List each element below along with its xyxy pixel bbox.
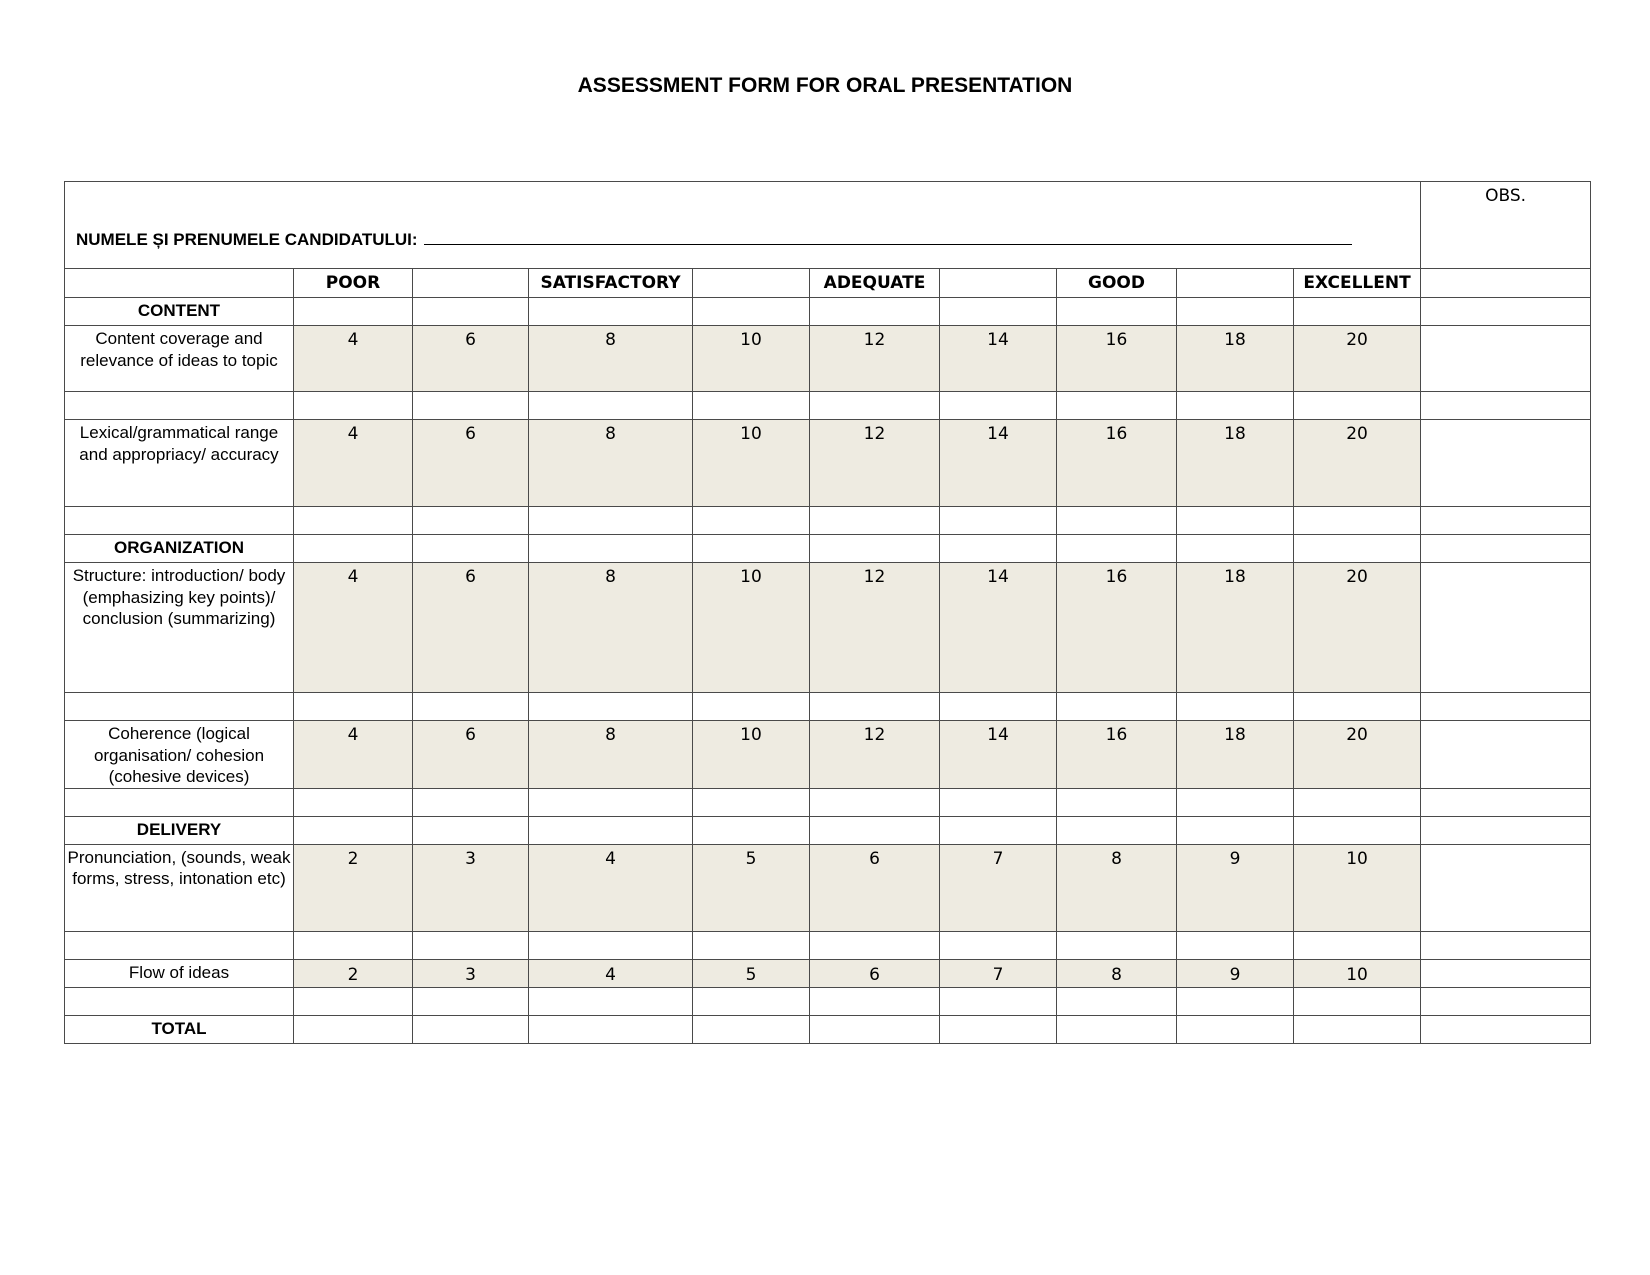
empty-cell[interactable] (810, 931, 940, 959)
empty-cell[interactable] (693, 507, 810, 535)
score-cell[interactable]: 10 (693, 420, 810, 507)
score-cell[interactable]: 8 (1057, 844, 1177, 931)
empty-cell[interactable] (413, 298, 529, 326)
score-cell[interactable]: 20 (1294, 326, 1421, 392)
score-cell[interactable]: 12 (810, 563, 940, 693)
empty-cell[interactable] (693, 298, 810, 326)
empty-cell[interactable] (940, 392, 1057, 420)
score-cell[interactable]: 9 (1177, 844, 1294, 931)
score-cell[interactable]: 4 (294, 420, 413, 507)
level-header (413, 269, 529, 298)
score-cell[interactable]: 6 (413, 721, 529, 789)
empty-cell[interactable] (1177, 788, 1294, 816)
empty-cell[interactable] (413, 392, 529, 420)
section-row (65, 535, 1591, 563)
criterion-label: Lexical/grammatical range and appropriacy/ accuracy (65, 420, 294, 507)
empty-cell[interactable] (693, 535, 810, 563)
section-heading-delivery: DELIVERY (65, 816, 294, 844)
score-cell[interactable]: 8 (529, 721, 693, 789)
empty-cell[interactable] (529, 1015, 693, 1043)
empty-cell[interactable] (810, 298, 940, 326)
empty-cell[interactable] (810, 535, 940, 563)
empty-cell[interactable] (940, 693, 1057, 721)
obs-cell[interactable] (1421, 420, 1591, 507)
score-cell[interactable]: 5 (693, 959, 810, 987)
score-cell[interactable]: 16 (1057, 563, 1177, 693)
score-cell[interactable]: 8 (529, 563, 693, 693)
empty-cell (1421, 269, 1591, 298)
criterion-row (65, 721, 1591, 789)
score-cell[interactable]: 2 (294, 844, 413, 931)
section-heading-content: CONTENT (65, 298, 294, 326)
empty-cell[interactable] (413, 931, 529, 959)
section-row (65, 1015, 1591, 1043)
criterion-row (65, 563, 1591, 693)
score-cell[interactable]: 16 (1057, 721, 1177, 789)
score-cell[interactable]: 10 (1294, 844, 1421, 931)
empty-cell[interactable] (529, 788, 693, 816)
empty-cell[interactable] (1057, 931, 1177, 959)
criterion-label: Pronunciation, (sounds, weak forms, stress, intonation etc) (65, 844, 294, 931)
empty-cell[interactable] (294, 535, 413, 563)
empty-cell[interactable] (1177, 1015, 1294, 1043)
assessment-table (64, 181, 1591, 1044)
obs-header: OBS. (1421, 182, 1591, 269)
empty-cell[interactable] (294, 507, 413, 535)
score-cell[interactable]: 14 (940, 420, 1057, 507)
empty-cell[interactable] (1177, 931, 1294, 959)
page-title: ASSESSMENT FORM FOR ORAL PRESENTATION (577, 74, 1073, 97)
empty-cell[interactable] (294, 392, 413, 420)
level-header: ADEQUATE (810, 269, 940, 298)
score-cell[interactable]: 20 (1294, 721, 1421, 789)
section-row (65, 298, 1591, 326)
level-header (1177, 269, 1294, 298)
score-cell[interactable]: 12 (810, 420, 940, 507)
score-cell[interactable]: 14 (940, 563, 1057, 693)
score-cell[interactable]: 10 (693, 326, 810, 392)
score-cell[interactable]: 3 (413, 959, 529, 987)
level-header: POOR (294, 269, 413, 298)
empty-cell[interactable] (940, 788, 1057, 816)
empty-cell[interactable] (413, 535, 529, 563)
criterion-row (65, 844, 1591, 931)
empty-cell[interactable] (940, 507, 1057, 535)
empty-cell[interactable] (1177, 392, 1294, 420)
score-cell[interactable]: 6 (413, 326, 529, 392)
score-cell[interactable]: 18 (1177, 420, 1294, 507)
empty-cell[interactable] (1294, 788, 1421, 816)
empty-cell[interactable] (693, 1015, 810, 1043)
score-cell[interactable]: 4 (529, 959, 693, 987)
empty-cell[interactable] (693, 987, 810, 1015)
empty-cell[interactable] (810, 816, 940, 844)
empty-cell[interactable] (529, 298, 693, 326)
score-cell[interactable]: 10 (1294, 959, 1421, 987)
empty-cell[interactable] (693, 788, 810, 816)
score-cell[interactable]: 18 (1177, 563, 1294, 693)
level-header (940, 269, 1057, 298)
empty-cell[interactable] (1057, 298, 1177, 326)
empty-cell[interactable] (65, 931, 294, 959)
score-cell[interactable]: 20 (1294, 420, 1421, 507)
empty-cell[interactable] (1294, 298, 1421, 326)
obs-cell[interactable] (1421, 959, 1591, 987)
level-header: SATISFACTORY (529, 269, 693, 298)
empty-cell[interactable] (1057, 535, 1177, 563)
empty-cell[interactable] (1421, 788, 1591, 816)
empty-cell[interactable] (413, 816, 529, 844)
score-cell[interactable]: 16 (1057, 326, 1177, 392)
score-cell[interactable]: 5 (693, 844, 810, 931)
score-cell[interactable]: 7 (940, 959, 1057, 987)
section-heading-organization: ORGANIZATION (65, 535, 294, 563)
empty-cell[interactable] (413, 1015, 529, 1043)
empty-cell[interactable] (1421, 298, 1591, 326)
score-cell[interactable]: 4 (294, 721, 413, 789)
empty-cell[interactable] (940, 298, 1057, 326)
empty-cell[interactable] (294, 788, 413, 816)
criterion-row (65, 420, 1591, 507)
score-cell[interactable]: 6 (413, 563, 529, 693)
score-cell[interactable]: 8 (529, 326, 693, 392)
empty-cell[interactable] (1057, 788, 1177, 816)
empty-cell[interactable] (1421, 931, 1591, 959)
empty-cell[interactable] (940, 816, 1057, 844)
score-cell[interactable]: 16 (1057, 420, 1177, 507)
spacer-row (65, 693, 1591, 721)
level-header (693, 269, 810, 298)
empty-cell[interactable] (1421, 535, 1591, 563)
score-cell[interactable]: 4 (294, 326, 413, 392)
empty-cell[interactable] (810, 693, 940, 721)
empty-cell[interactable] (529, 816, 693, 844)
empty-cell[interactable] (1057, 816, 1177, 844)
empty-cell[interactable] (529, 392, 693, 420)
empty-cell (65, 269, 294, 298)
level-header: EXCELLENT (1294, 269, 1421, 298)
empty-cell[interactable] (1177, 535, 1294, 563)
empty-cell[interactable] (1057, 507, 1177, 535)
empty-cell[interactable] (1294, 987, 1421, 1015)
score-cell[interactable]: 2 (294, 959, 413, 987)
empty-cell[interactable] (1421, 987, 1591, 1015)
empty-cell[interactable] (413, 507, 529, 535)
score-cell[interactable]: 10 (693, 721, 810, 789)
criterion-label: Content coverage and relevance of ideas to topic (65, 326, 294, 392)
score-cell[interactable]: 10 (693, 563, 810, 693)
empty-cell[interactable] (1177, 816, 1294, 844)
score-cell[interactable]: 6 (810, 844, 940, 931)
score-cell[interactable]: 4 (529, 844, 693, 931)
empty-cell[interactable] (294, 931, 413, 959)
empty-cell[interactable] (940, 931, 1057, 959)
empty-cell[interactable] (1177, 987, 1294, 1015)
empty-cell[interactable] (1421, 392, 1591, 420)
level-header: GOOD (1057, 269, 1177, 298)
empty-cell[interactable] (529, 931, 693, 959)
empty-cell[interactable] (294, 1015, 413, 1043)
empty-cell[interactable] (810, 1015, 940, 1043)
score-cell[interactable]: 18 (1177, 721, 1294, 789)
empty-cell[interactable] (65, 987, 294, 1015)
empty-cell[interactable] (294, 693, 413, 721)
empty-cell[interactable] (940, 987, 1057, 1015)
empty-cell[interactable] (529, 693, 693, 721)
empty-cell[interactable] (294, 298, 413, 326)
empty-cell[interactable] (1421, 816, 1591, 844)
score-cell[interactable]: 3 (413, 844, 529, 931)
empty-cell[interactable] (693, 693, 810, 721)
score-cell[interactable]: 6 (810, 959, 940, 987)
score-cell[interactable]: 12 (810, 721, 940, 789)
empty-cell[interactable] (1421, 693, 1591, 721)
empty-cell[interactable] (1294, 535, 1421, 563)
score-cell[interactable]: 4 (294, 563, 413, 693)
empty-cell[interactable] (1294, 1015, 1421, 1043)
criterion-row (65, 959, 1591, 987)
empty-cell[interactable] (810, 507, 940, 535)
section-heading-total: TOTAL (65, 1015, 294, 1043)
empty-cell[interactable] (1294, 693, 1421, 721)
empty-cell[interactable] (1177, 693, 1294, 721)
obs-cell[interactable] (1421, 721, 1591, 789)
empty-cell[interactable] (65, 392, 294, 420)
empty-cell[interactable] (1294, 392, 1421, 420)
empty-cell[interactable] (810, 392, 940, 420)
empty-cell[interactable] (413, 987, 529, 1015)
candidate-name-line[interactable] (424, 226, 1352, 245)
empty-cell[interactable] (1057, 1015, 1177, 1043)
empty-cell[interactable] (940, 1015, 1057, 1043)
empty-cell[interactable] (1177, 298, 1294, 326)
empty-cell[interactable] (529, 535, 693, 563)
criterion-label: Coherence (logical organisation/ cohesion (cohesive devices) (65, 721, 294, 789)
score-cell[interactable]: 8 (529, 420, 693, 507)
empty-cell[interactable] (413, 788, 529, 816)
empty-cell[interactable] (65, 507, 294, 535)
candidate-name-cell[interactable] (65, 182, 1421, 269)
empty-cell[interactable] (1421, 507, 1591, 535)
empty-cell[interactable] (413, 693, 529, 721)
empty-cell[interactable] (65, 693, 294, 721)
empty-cell[interactable] (65, 788, 294, 816)
score-cell[interactable]: 18 (1177, 326, 1294, 392)
empty-cell[interactable] (529, 987, 693, 1015)
empty-cell[interactable] (1294, 931, 1421, 959)
score-cell[interactable]: 14 (940, 326, 1057, 392)
spacer-row (65, 788, 1591, 816)
table-body (65, 182, 1591, 1044)
section-row (65, 816, 1591, 844)
level-header-row (65, 269, 1591, 298)
score-cell[interactable]: 8 (1057, 959, 1177, 987)
empty-cell[interactable] (529, 507, 693, 535)
score-cell[interactable]: 12 (810, 326, 940, 392)
spacer-row (65, 507, 1591, 535)
criterion-label: Structure: introduction/ body (emphasizing key points)/ conclusion (summarizing) (65, 563, 294, 693)
empty-cell[interactable] (810, 987, 940, 1015)
score-cell[interactable]: 6 (413, 420, 529, 507)
empty-cell[interactable] (693, 816, 810, 844)
candidate-name-row (65, 182, 1591, 269)
empty-cell[interactable] (1421, 1015, 1591, 1043)
score-cell[interactable]: 9 (1177, 959, 1294, 987)
spacer-row (65, 987, 1591, 1015)
empty-cell[interactable] (693, 931, 810, 959)
empty-cell[interactable] (1177, 507, 1294, 535)
empty-cell[interactable] (294, 987, 413, 1015)
empty-cell[interactable] (1057, 392, 1177, 420)
spacer-row (65, 392, 1591, 420)
empty-cell[interactable] (1057, 693, 1177, 721)
criterion-label: Flow of ideas (65, 959, 294, 987)
obs-cell[interactable] (1421, 326, 1591, 392)
spacer-row (65, 931, 1591, 959)
score-cell[interactable]: 7 (940, 844, 1057, 931)
score-cell[interactable]: 14 (940, 721, 1057, 789)
obs-cell[interactable] (1421, 844, 1591, 931)
score-cell[interactable]: 20 (1294, 563, 1421, 693)
empty-cell[interactable] (294, 816, 413, 844)
empty-cell[interactable] (1057, 987, 1177, 1015)
obs-cell[interactable] (1421, 563, 1591, 693)
empty-cell[interactable] (1294, 816, 1421, 844)
empty-cell[interactable] (1294, 507, 1421, 535)
criterion-row (65, 326, 1591, 392)
empty-cell[interactable] (810, 788, 940, 816)
empty-cell[interactable] (693, 392, 810, 420)
empty-cell[interactable] (940, 535, 1057, 563)
candidate-name-label: NUMELE ȘI PRENUMELE CANDIDATULUI: (76, 230, 418, 249)
